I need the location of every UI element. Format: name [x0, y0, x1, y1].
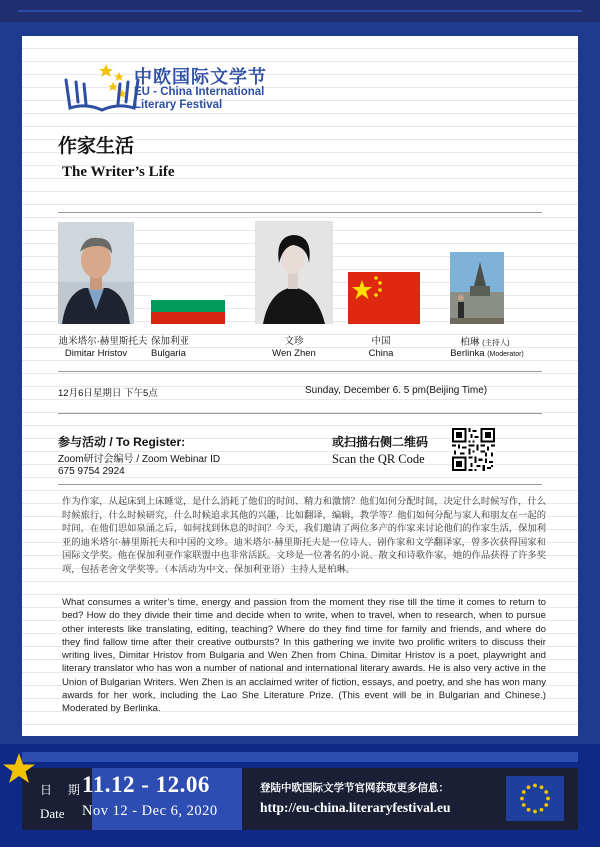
wen-zhen-name-en: Wen Zhen	[272, 348, 316, 359]
china-label-en: China	[368, 348, 394, 359]
webinar-id-label: Zoom研讨会编号 / Zoom Webinar ID	[58, 454, 221, 465]
berlinka-name-en-row	[440, 348, 534, 359]
date-range-small: Nov 12 - Dec 6, 2020	[82, 803, 218, 819]
description-zh: 作为作家，从起床到上床睡觉，是什么消耗了他们的时间、精力和激情？他们如何分配时间，决定什么时候写作，什么时候旅行，什么时候研究，什么时候追求其他的兴趣，比如翻译，编辑，教学等？他们如何分配与家人和朋友在一起的时间，在他们思如泉涌之后，如何找到休息的时间？今天，我们邀请了两位多产的作家来讨论他们的作家生活，保加利亚的迪米塔尔·赫里斯托夫和中国的文珍。迪米塔尔·赫里斯托夫是一位诗人、剧作家和文学翻译家，曾多次获得国家和国际文学奖。他在保加利亚作家联盟中也非常活跃。文珍是一位著名的小说、散文和诗歌作家，她的作品获得了许多奖项，包括老舍文学奖等。（本活动为中文、保加利亚语）主持人是柏琳。	[62, 496, 546, 575]
footer-panel	[22, 768, 578, 830]
eu-star	[522, 790, 526, 794]
berlinka-name-zh-row	[440, 334, 530, 348]
date-label-en: Date	[40, 806, 65, 821]
top-bar	[0, 0, 600, 22]
eu-star	[527, 785, 531, 789]
logo-name-en-line1: EU - China International	[134, 86, 265, 98]
qr-code-icon[interactable]	[452, 428, 495, 471]
eu-star	[527, 808, 531, 812]
eu-star	[520, 797, 524, 801]
wen-zhen-photo	[255, 221, 333, 324]
qr-prompt-en: Scan the QR Code	[332, 452, 425, 466]
date-label-zh: 日 期	[40, 783, 86, 797]
eu-star	[533, 810, 537, 814]
bulgaria-label-zh: 保加利亚	[151, 336, 190, 347]
star-icon	[2, 752, 36, 786]
poster-paper	[22, 36, 578, 736]
berlinka-photo	[450, 252, 504, 324]
logo-name-en-line2: Literary Festival	[134, 99, 223, 111]
logo-name-en	[134, 86, 274, 112]
footer-band	[22, 752, 578, 762]
berlinka-name-zh: 柏琳	[460, 337, 480, 348]
description-en: What consumes a writer’s time, energy and passion from the moment they rise till the time it comes to return to bed? How do they divide their time and decide when to write, when to travel, when to research, when to pursue other interests like translating, editing, teaching? Where do they find time for family and friends, and where do they find fallow time after their creative outbursts? In this gathering we invite two prolific writers to discuss their writing lives, Dimitar Hristov from Bulgaria and Wen Zhen from China. Dimitar Hristov is a poet, playwright and literary translator who has won a number of national and international literary awards. He is also very active in the Union of Bulgarian Writers. Wen Zhen is an acclaimed writer of fiction, essays, and poetry, and she has won many awards for her work, including the Lao She Literature Prize. (This event will be in Bulgarian and Chinese.) Moderated by Berlinka.	[62, 597, 546, 715]
eu-star	[544, 803, 548, 807]
divider	[58, 371, 542, 372]
divider	[58, 413, 542, 414]
dimitar-name-en: Dimitar Hristov	[64, 348, 128, 359]
event-time-en: Sunday, December 6. 5 pm(Beijing Time)	[305, 385, 488, 396]
eu-star	[522, 803, 526, 807]
footer-area	[0, 744, 600, 847]
eu-star	[540, 808, 544, 812]
qr-prompt-zh: 或扫描右侧二维码	[332, 435, 429, 449]
berlinka-role-en: (Moderator)	[487, 351, 524, 358]
eu-star	[533, 784, 537, 788]
eu-star	[544, 790, 548, 794]
bulgaria-label-en: Bulgaria	[151, 348, 186, 359]
more-info-zh: 登陆中欧国际文学节官网获取更多信息：	[260, 782, 449, 794]
page-title-en: The Writer’s Life	[62, 164, 175, 180]
page-title-zh: 作家生活	[58, 135, 135, 157]
china-label-zh: 中国	[371, 336, 391, 347]
dimitar-photo	[58, 222, 134, 324]
register-title: 参与活动 / To Register:	[58, 435, 186, 449]
berlinka-name-en: Berlinka	[450, 348, 485, 359]
bulgaria-flag-icon	[151, 288, 225, 324]
divider	[58, 484, 542, 485]
date-range-big: 11.12 - 12.06	[82, 772, 210, 797]
top-bar-line	[18, 10, 582, 12]
festival-url-link[interactable]: http://eu-china.literaryfestival.eu	[260, 800, 451, 815]
event-time-zh: 12月6日星期日 下午5点	[58, 388, 158, 399]
eu-star	[546, 797, 550, 801]
webinar-id-number: 675 9754 2924	[58, 466, 125, 477]
eu-star	[540, 785, 544, 789]
logo-name-zh: 中欧国际文学节	[134, 67, 267, 88]
berlinka-role-zh: (主持人)	[482, 338, 510, 347]
divider	[58, 212, 542, 213]
dimitar-name-zh: 迪米塔尔·赫里斯托夫	[58, 336, 148, 347]
eu-flag-icon	[506, 776, 564, 821]
wen-zhen-name-zh: 文珍	[284, 336, 304, 347]
china-flag-icon	[348, 272, 420, 324]
